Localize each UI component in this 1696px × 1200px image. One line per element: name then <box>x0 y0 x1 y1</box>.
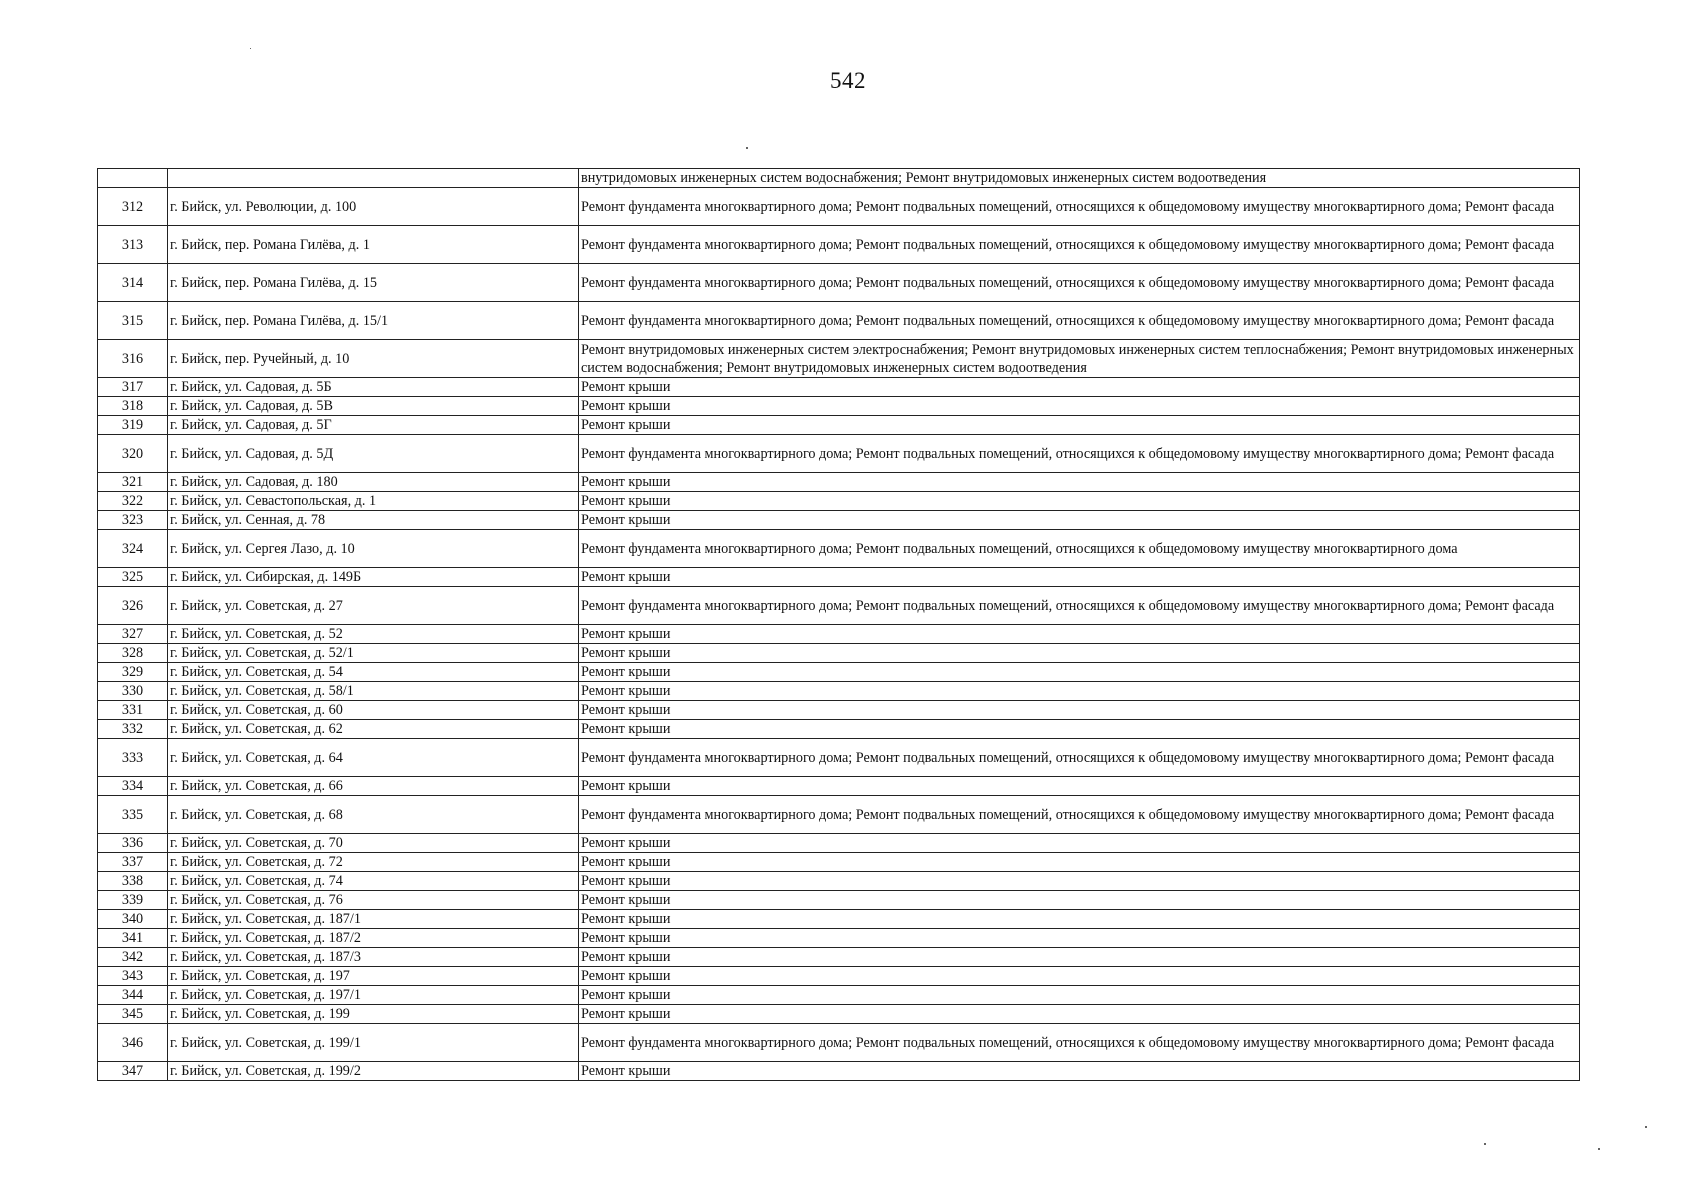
work-cell: Ремонт крыши <box>579 986 1580 1005</box>
work-cell: Ремонт крыши <box>579 663 1580 682</box>
work-cell: Ремонт фундамента многоквартирного дома; Ремонт подвальных помещений, относящихся к общедомовому имуществу многоквартирного дома; Ремонт фасада <box>579 188 1580 226</box>
work-cell: Ремонт внутридомовых инженерных систем электроснабжения; Ремонт внутридомовых инженерных систем теплоснабжения; Ремонт внутридомовых инженерных систем водоснабжения; Ремонт внутридомовых инженерных систем водоотведения <box>579 340 1580 378</box>
row-number-cell: 344 <box>98 986 168 1005</box>
table-row <box>98 853 1580 872</box>
address-cell: г. Бийск, ул. Сергея Лазо, д. 10 <box>168 530 579 568</box>
table-row <box>98 473 1580 492</box>
work-cell: Ремонт фундамента многоквартирного дома; Ремонт подвальных помещений, относящихся к общедомовому имуществу многоквартирного дома; Ремонт фасада <box>579 587 1580 625</box>
row-number-cell: 343 <box>98 967 168 986</box>
row-number-cell: 321 <box>98 473 168 492</box>
address-cell: г. Бийск, ул. Советская, д. 187/3 <box>168 948 579 967</box>
work-cell: Ремонт крыши <box>579 929 1580 948</box>
row-number-cell: 335 <box>98 796 168 834</box>
page-number: 542 <box>830 68 866 93</box>
row-number-cell: 334 <box>98 777 168 796</box>
address-cell: г. Бийск, ул. Советская, д. 199 <box>168 1005 579 1024</box>
address-cell: г. Бийск, ул. Садовая, д. 180 <box>168 473 579 492</box>
work-cell: Ремонт крыши <box>579 473 1580 492</box>
address-cell: г. Бийск, ул. Советская, д. 187/1 <box>168 910 579 929</box>
row-number-cell: 336 <box>98 834 168 853</box>
table-row <box>98 492 1580 511</box>
address-cell: г. Бийск, ул. Советская, д. 187/2 <box>168 929 579 948</box>
work-cell: Ремонт крыши <box>579 416 1580 435</box>
table-row <box>98 948 1580 967</box>
address-cell: г. Бийск, ул. Советская, д. 66 <box>168 777 579 796</box>
address-cell: г. Бийск, ул. Революции, д. 100 <box>168 188 579 226</box>
address-cell: г. Бийск, ул. Севастопольская, д. 1 <box>168 492 579 511</box>
row-number-cell: 315 <box>98 302 168 340</box>
table-row <box>98 264 1580 302</box>
work-cell: Ремонт крыши <box>579 625 1580 644</box>
address-cell: г. Бийск, ул. Советская, д. 199/2 <box>168 1062 579 1081</box>
row-number-cell: 322 <box>98 492 168 511</box>
row-number-cell: 339 <box>98 891 168 910</box>
work-cell: Ремонт крыши <box>579 967 1580 986</box>
row-number-cell: 323 <box>98 511 168 530</box>
row-number-cell: 345 <box>98 1005 168 1024</box>
work-cell: Ремонт крыши <box>579 701 1580 720</box>
table-row <box>98 378 1580 397</box>
work-cell: Ремонт крыши <box>579 891 1580 910</box>
scan-speck <box>250 48 251 49</box>
work-cell: Ремонт крыши <box>579 910 1580 929</box>
address-cell: г. Бийск, ул. Садовая, д. 5Д <box>168 435 579 473</box>
row-number-cell: 346 <box>98 1024 168 1062</box>
table-row-continuation <box>98 169 1580 188</box>
address-cell: г. Бийск, ул. Советская, д. 27 <box>168 587 579 625</box>
table-row <box>98 872 1580 891</box>
work-cell: Ремонт крыши <box>579 682 1580 701</box>
table-row <box>98 967 1580 986</box>
address-cell: г. Бийск, ул. Советская, д. 199/1 <box>168 1024 579 1062</box>
address-cell: г. Бийск, ул. Советская, д. 52/1 <box>168 644 579 663</box>
work-cell: Ремонт крыши <box>579 397 1580 416</box>
table-row <box>98 226 1580 264</box>
address-cell: г. Бийск, ул. Садовая, д. 5В <box>168 397 579 416</box>
table-row <box>98 910 1580 929</box>
address-cell: г. Бийск, ул. Советская, д. 64 <box>168 739 579 777</box>
row-number-cell: 317 <box>98 378 168 397</box>
work-cell: Ремонт крыши <box>579 378 1580 397</box>
row-number-cell: 326 <box>98 587 168 625</box>
work-cell: Ремонт крыши <box>579 853 1580 872</box>
row-number-cell: 318 <box>98 397 168 416</box>
address-cell: г. Бийск, пер. Романа Гилёва, д. 1 <box>168 226 579 264</box>
address-cell: г. Бийск, ул. Сенная, д. 78 <box>168 511 579 530</box>
address-cell: г. Бийск, ул. Советская, д. 72 <box>168 853 579 872</box>
work-cell: Ремонт крыши <box>579 777 1580 796</box>
row-number-cell: 314 <box>98 264 168 302</box>
table-row <box>98 568 1580 587</box>
address-cell: г. Бийск, ул. Сибирская, д. 149Б <box>168 568 579 587</box>
work-cell: Ремонт крыши <box>579 1005 1580 1024</box>
row-number-cell: 340 <box>98 910 168 929</box>
row-number-cell: 316 <box>98 340 168 378</box>
table-row <box>98 777 1580 796</box>
table-row <box>98 435 1580 473</box>
table-row <box>98 701 1580 720</box>
row-number-cell: 325 <box>98 568 168 587</box>
row-number-cell: 342 <box>98 948 168 967</box>
scan-speck <box>1484 1143 1486 1145</box>
table-row <box>98 720 1580 739</box>
address-cell <box>168 169 579 188</box>
table-row <box>98 1005 1580 1024</box>
table-row <box>98 682 1580 701</box>
address-cell: г. Бийск, ул. Садовая, д. 5Б <box>168 378 579 397</box>
work-cell: Ремонт крыши <box>579 644 1580 663</box>
address-cell: г. Бийск, ул. Советская, д. 70 <box>168 834 579 853</box>
table-row <box>98 625 1580 644</box>
work-cell: Ремонт фундамента многоквартирного дома; Ремонт подвальных помещений, относящихся к общедомовому имуществу многоквартирного дома; Ремонт фасада <box>579 1024 1580 1062</box>
table-row <box>98 587 1580 625</box>
table-row <box>98 929 1580 948</box>
address-cell: г. Бийск, ул. Советская, д. 197/1 <box>168 986 579 1005</box>
work-cell: Ремонт фундамента многоквартирного дома; Ремонт подвальных помещений, относящихся к общедомовому имуществу многоквартирного дома; Ремонт фасада <box>579 264 1580 302</box>
table-row <box>98 511 1580 530</box>
table-row <box>98 1024 1580 1062</box>
table-row <box>98 796 1580 834</box>
work-cell: Ремонт фундамента многоквартирного дома; Ремонт подвальных помещений, относящихся к общедомовому имуществу многоквартирного дома; Ремонт фасада <box>579 739 1580 777</box>
address-cell: г. Бийск, пер. Романа Гилёва, д. 15 <box>168 264 579 302</box>
work-cell: Ремонт крыши <box>579 511 1580 530</box>
table-row <box>98 739 1580 777</box>
address-cell: г. Бийск, ул. Советская, д. 76 <box>168 891 579 910</box>
table-row <box>98 530 1580 568</box>
row-number-cell: 341 <box>98 929 168 948</box>
address-cell: г. Бийск, ул. Советская, д. 62 <box>168 720 579 739</box>
work-cell: Ремонт фундамента многоквартирного дома; Ремонт подвальных помещений, относящихся к общедомовому имуществу многоквартирного дома; Ремонт фасада <box>579 796 1580 834</box>
table-row <box>98 986 1580 1005</box>
row-number-cell: 329 <box>98 663 168 682</box>
address-cell: г. Бийск, ул. Садовая, д. 5Г <box>168 416 579 435</box>
work-cell: внутридомовых инженерных систем водоснабжения; Ремонт внутридомовых инженерных систем водоотведения <box>579 169 1580 188</box>
work-cell: Ремонт крыши <box>579 492 1580 511</box>
address-cell: г. Бийск, ул. Советская, д. 58/1 <box>168 682 579 701</box>
work-cell: Ремонт крыши <box>579 834 1580 853</box>
address-cell: г. Бийск, ул. Советская, д. 54 <box>168 663 579 682</box>
work-cell: Ремонт фундамента многоквартирного дома; Ремонт подвальных помещений, относящихся к общедомовому имуществу многоквартирного дома; Ремонт фасада <box>579 226 1580 264</box>
row-number-cell: 327 <box>98 625 168 644</box>
registry-body <box>98 169 1580 1081</box>
table-row <box>98 891 1580 910</box>
row-number-cell: 337 <box>98 853 168 872</box>
row-number-cell: 313 <box>98 226 168 264</box>
table-row <box>98 340 1580 378</box>
table-row <box>98 1062 1580 1081</box>
row-number-cell: 312 <box>98 188 168 226</box>
address-cell: г. Бийск, ул. Советская, д. 68 <box>168 796 579 834</box>
row-number-cell: 324 <box>98 530 168 568</box>
work-cell: Ремонт фундамента многоквартирного дома; Ремонт подвальных помещений, относящихся к общедомовому имуществу многоквартирного дома; Ремонт фасада <box>579 435 1580 473</box>
row-number-cell <box>98 169 168 188</box>
table-row <box>98 188 1580 226</box>
table-row <box>98 397 1580 416</box>
work-cell: Ремонт крыши <box>579 568 1580 587</box>
table-row <box>98 302 1580 340</box>
repair-registry-table <box>97 168 1580 1081</box>
work-cell: Ремонт фундамента многоквартирного дома; Ремонт подвальных помещений, относящихся к общедомовому имуществу многоквартирного дома <box>579 530 1580 568</box>
row-number-cell: 338 <box>98 872 168 891</box>
work-cell: Ремонт крыши <box>579 948 1580 967</box>
scan-speck <box>1645 1126 1647 1128</box>
scan-speck <box>746 147 748 149</box>
work-cell: Ремонт крыши <box>579 720 1580 739</box>
table-row <box>98 663 1580 682</box>
work-cell: Ремонт крыши <box>579 1062 1580 1081</box>
row-number-cell: 332 <box>98 720 168 739</box>
row-number-cell: 330 <box>98 682 168 701</box>
row-number-cell: 319 <box>98 416 168 435</box>
address-cell: г. Бийск, ул. Советская, д. 197 <box>168 967 579 986</box>
row-number-cell: 320 <box>98 435 168 473</box>
address-cell: г. Бийск, пер. Романа Гилёва, д. 15/1 <box>168 302 579 340</box>
scan-speck <box>1598 1148 1600 1150</box>
table-row <box>98 416 1580 435</box>
address-cell: г. Бийск, ул. Советская, д. 74 <box>168 872 579 891</box>
table-row <box>98 834 1580 853</box>
row-number-cell: 347 <box>98 1062 168 1081</box>
work-cell: Ремонт фундамента многоквартирного дома; Ремонт подвальных помещений, относящихся к общедомовому имуществу многоквартирного дома; Ремонт фасада <box>579 302 1580 340</box>
table-row <box>98 644 1580 663</box>
address-cell: г. Бийск, пер. Ручейный, д. 10 <box>168 340 579 378</box>
row-number-cell: 331 <box>98 701 168 720</box>
row-number-cell: 333 <box>98 739 168 777</box>
row-number-cell: 328 <box>98 644 168 663</box>
address-cell: г. Бийск, ул. Советская, д. 60 <box>168 701 579 720</box>
address-cell: г. Бийск, ул. Советская, д. 52 <box>168 625 579 644</box>
work-cell: Ремонт крыши <box>579 872 1580 891</box>
